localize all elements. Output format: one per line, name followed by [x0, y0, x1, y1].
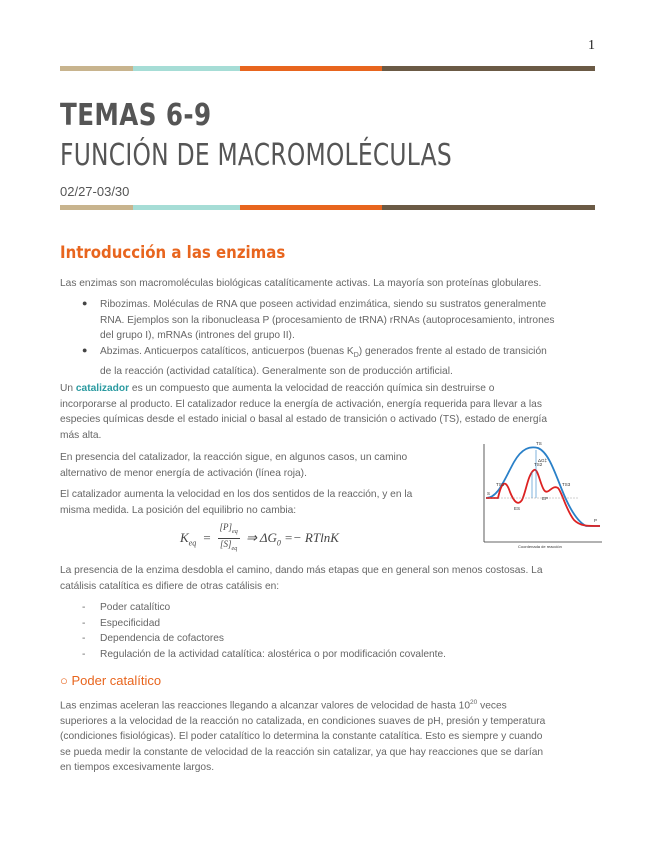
- paragraph-line: La presencia de la enzima desdobla el camino, dando más etapas que en general son menos costosas. La: [60, 565, 543, 576]
- list-item-text: Dependencia de cofactores: [100, 633, 225, 644]
- list-item-text: Regulación de la actividad catalítica: alostérica o por modificación covalente.: [100, 648, 447, 660]
- list-item: [82, 631, 446, 647]
- catalyst-path-paragraph: [60, 450, 465, 481]
- dash-marker: -: [82, 617, 86, 629]
- paragraph-line: El catalizador aumenta la velocidad en los dos sentidos de la reacción, y en la: [60, 489, 413, 500]
- label-dg: ΔG‡: [538, 458, 548, 463]
- bullet-line: RNA. Ejemplos son la ribonucleasa P (procesamiento de tRNA) rRNAs (autoprocesamiento, intrones: [100, 314, 555, 326]
- label-ts1: TS1: [496, 482, 505, 487]
- page-number: 1: [588, 38, 595, 53]
- list-item-text: Poder catalítico: [100, 602, 171, 613]
- bar-segment-teal: [133, 205, 240, 210]
- catalytic-power-paragraph: [60, 695, 595, 776]
- paragraph-line: [60, 695, 595, 714]
- page-subtitle: FUNCIÓN DE MACROMOLÉCULAS: [60, 138, 452, 173]
- fraction-numerator: $[P]_{eq}$: [218, 522, 240, 539]
- label-ts: TS: [536, 441, 542, 446]
- bullet-line: [100, 344, 600, 364]
- label-ts2: TS2: [534, 462, 543, 467]
- list-item: [82, 647, 446, 663]
- paragraph-line: catálisis catalítica es difiere de otras catálisis en:: [60, 580, 280, 592]
- bar-segment-tan: [60, 205, 133, 210]
- bar-segment-tan: [60, 66, 133, 71]
- label-p: P: [594, 518, 598, 523]
- paragraph-line: más alta.: [60, 429, 102, 441]
- text-span: veces: [477, 700, 507, 712]
- text-span: ) generados frente al estado de transición: [358, 346, 547, 357]
- bullet-dot: ●: [82, 298, 88, 308]
- formula-fraction: [218, 522, 240, 555]
- intro-paragraph: Las enzimas son macromoléculas biológicas catalíticamente activas. La mayoría son proteínas globulares.: [60, 278, 542, 289]
- catalyst-paragraph: [60, 381, 595, 443]
- label-ep: EP: [542, 496, 549, 501]
- catalizador-term: catalizador: [75, 383, 130, 394]
- equilibrium-formula: [180, 522, 339, 555]
- text-span: Abzimas. Anticuerpos catalíticos, anticuerpos (buenas K: [100, 346, 354, 357]
- bar-segment-brown: [382, 66, 595, 71]
- section-heading-catalytic-power: ○ Poder catalítico: [60, 673, 162, 688]
- dash-marker: -: [82, 602, 86, 613]
- text-span: es un compuesto que aumenta la velocidad de reacción química sin destruirse o: [129, 383, 495, 394]
- fraction-denominator: $[S]_{eq}$: [220, 538, 238, 552]
- paragraph-line: se pueda medir la constante de velocidad de la reacción sin catalizar, ya que hay reacciones que se darían: [60, 746, 544, 758]
- date-range: 02/27-03/30: [60, 184, 130, 199]
- paragraph-line: [60, 381, 595, 397]
- label-ts3: TS3: [562, 482, 571, 487]
- bullet-ribozimas: [100, 297, 600, 344]
- list-item: [82, 616, 446, 632]
- dash-marker: -: [82, 633, 86, 644]
- subscript-d: D: [353, 352, 359, 360]
- paragraph-line: incorporarse al producto. El catalizador reduce la energía de activación, energía requerida para llevar a las: [60, 398, 542, 410]
- list-item-text: Especificidad: [100, 617, 161, 629]
- formula-rest: ⇒ $\Delta G_0 =- RTlnK$: [242, 529, 339, 548]
- label-s: S: [487, 491, 491, 496]
- paragraph-line: especies químicas desde el estado inicial o basal al estado de transición o activado (TS), estado de energía: [60, 414, 548, 425]
- energy-profile-figure: [478, 440, 606, 552]
- paragraph-line: alternativo de menor energía de activación (línea roja).: [60, 467, 307, 479]
- label-es: ES: [514, 506, 521, 511]
- text-span: Un: [60, 383, 76, 394]
- list-item: [82, 600, 446, 616]
- equilibrium-paragraph: [60, 487, 465, 518]
- text-span: Las enzimas aceleran las reacciones llegando a alcanzar valores de velocidad de hasta 10: [60, 700, 471, 712]
- x-axis-label: Coordenada de reacción: [518, 544, 562, 549]
- bar-segment-orange: [240, 205, 382, 210]
- bullet-dot: ●: [82, 345, 88, 355]
- paragraph-line: misma medida. La posición del equilibrio no cambia:: [60, 504, 297, 516]
- bar-segment-teal: [133, 66, 240, 71]
- paragraph-line: En presencia del catalizador, la reacción sigue, en algunos casos, un camino: [60, 452, 408, 463]
- dash-list: [82, 600, 446, 662]
- bar-segment-brown: [382, 205, 595, 210]
- paragraph-line: superiores a la velocidad de la reacción no catalizada, en condiciones suaves de pH, presión y temperatura: [60, 715, 546, 727]
- bullet-line: de la reacción (actividad catalítica). Generalmente son de producción artificial.: [100, 365, 453, 377]
- bullet-line: del grupo I), mRNAs (intrones del grupo II).: [100, 330, 295, 341]
- paragraph-line: (condiciones fisiológicas). El poder catalítico lo determina la constante catalítica. Esto es siempre y cuando: [60, 731, 543, 743]
- formula-equals: =: [199, 530, 215, 546]
- bullet-line: Ribozimas. Moléculas de RNA que poseen actividad enzimática, siendo su sustratos generalmente: [100, 299, 547, 310]
- dash-marker: -: [82, 648, 86, 660]
- formula-k: $K_{eq}$: [180, 529, 197, 548]
- decorative-bar-bottom: [60, 205, 595, 210]
- bar-segment-orange: [240, 66, 382, 71]
- section-heading-enzymes: Introducción a las enzimas: [60, 243, 286, 263]
- bullet-abzimas: [100, 344, 600, 379]
- decorative-bar-top: [60, 66, 595, 71]
- page-title: TEMAS 6-9: [60, 98, 212, 133]
- paragraph-line: en tiempos excesivamente largos.: [60, 762, 215, 774]
- enzyme-presence-paragraph: [60, 563, 600, 594]
- superscript-20: 20: [470, 699, 478, 706]
